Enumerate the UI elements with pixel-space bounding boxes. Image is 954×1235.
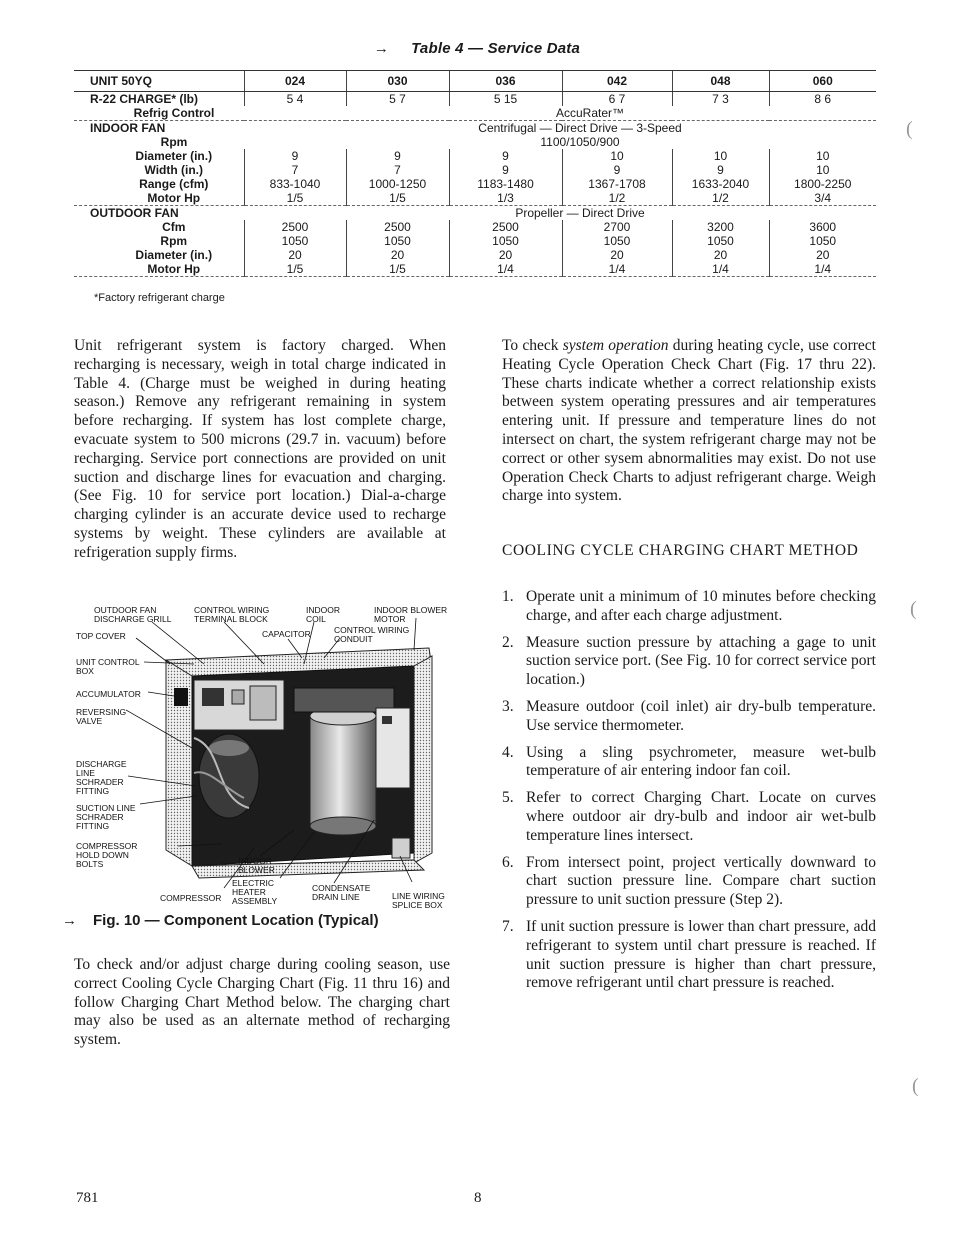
table-cell: 1050 [562,234,672,248]
table-cell: 833-1040 [244,177,346,191]
list-item [502,854,876,910]
row-label: Cfm [162,220,186,234]
figure-caption-text: Fig. 10 — Component Location (Typical) [93,912,379,929]
row-label: Diameter (in.) [135,248,213,262]
para-emphasis: system operation [562,337,669,354]
row-label: Diameter (in.) [135,149,213,163]
table-row [74,135,876,149]
callout-control-wiring-terminal: CONTROL WIRING TERMINAL BLOCK [194,605,270,624]
page-number: 8 [474,1190,482,1206]
table-cell: 9 [449,149,562,163]
row-label: Rpm [160,234,188,248]
table-cell: 20 [244,248,346,262]
table-cell: 7 [244,163,346,177]
table-cell: 2500 [449,220,562,234]
step-text: Refer to correct Charging Chart. Locate on curves where outdoor air dry-bulb and indoor air wet-bulb temperature lines intersect. [526,789,876,844]
table-cell: 10 [769,149,876,163]
model-header: 060 [769,71,876,92]
table-row [74,163,876,177]
document-id: 781 [76,1190,99,1206]
table-row [74,121,876,136]
list-item [502,588,876,626]
table-cell: 10 [562,149,672,163]
table-cell: 10 [769,163,876,177]
row-label: Motor Hp [74,262,244,277]
step-number: 4. [502,743,514,761]
table-cell: 1367-1708 [562,177,672,191]
model-header: 030 [346,71,449,92]
service-data-table [74,70,876,277]
table-cell: 3200 [672,220,769,234]
callout-accumulator: ACCUMULATOR [76,689,141,699]
margin-mark: ( [912,1075,919,1097]
table-cell: 9 [672,163,769,177]
step-number: 7. [502,917,514,935]
table-cell: 20 [346,248,449,262]
cooling-charge-paragraph: To check and/or adjust charge during cooling season, use correct Cooling Cycle Charging Chart (Fig. 11 thru 16) and follow Charging Chart Method below. The charging chart may also be used as an alternate method of recharging system. [74,956,450,1049]
table-cell: 1/4 [672,262,769,277]
table-cell: 7 [346,163,449,177]
list-item [502,918,876,993]
table-cell: 1800-2250 [769,177,876,191]
section-label: INDOOR FAN [74,121,244,136]
table-cell: 1633-2040 [672,177,769,191]
model-header: 024 [244,71,346,92]
model-header: 036 [449,71,562,92]
figure-caption [62,912,379,929]
table-cell: 5 4 [244,92,346,107]
table-cell: 9 [346,149,449,163]
row-label: R-22 CHARGE* (lb) [90,92,199,106]
callout-outdoor-fan: OUTDOOR FAN DISCHARGE GRILL [94,605,172,624]
row-label: Range (cfm) [139,177,209,191]
table-row [74,220,876,234]
table-cell: 1/3 [449,191,562,206]
table-row [74,149,876,163]
step-number: 2. [502,633,514,651]
table-cell: 1050 [346,234,449,248]
table-cell: 5 15 [449,92,562,107]
heating-check-paragraph [502,337,876,506]
row-label: Width (in.) [144,163,204,177]
step-number: 5. [502,789,514,807]
callout-suction-line: SUCTION LINE SCHRADER FITTING [76,803,136,831]
callout-indoor-blower: INDOOR BLOWER [238,856,275,875]
table-cell: 20 [562,248,672,262]
table-cell: 1100/1050/900 [540,135,620,149]
recharge-paragraph: Unit refrigerant system is factory charged. When recharging is necessary, weigh in total charge indicated in Table 4. (Charge must be weighed in during heating season.) Remove any refrigerant remaining in system before recharging. If system has lost complete charge, evacuate system to 500 microns (29.7 in. vacuum) before recharging. Service port connections are provided on unit suction and discharge lines for evacuation and charging. (See Fig. 10 for service port location.) Dial-a-charge charging cylinder is an accurate device used to recharge systems by weight. These cylinders are available at refrigeration supply firms. [74,337,446,561]
table-cell: 1000-1250 [346,177,449,191]
table-row [74,177,876,191]
table-cell: 20 [769,248,876,262]
callout-electric-heater: ELECTRIC HEATER ASSEMBLY [232,878,278,906]
table-cell: 1050 [244,234,346,248]
table-row [74,191,876,206]
table-cell: 3600 [769,220,876,234]
list-item [502,744,876,782]
figure-arrow-icon: → [62,912,77,929]
model-header: 042 [562,71,672,92]
table-cell: 2700 [562,220,672,234]
table-row [74,106,876,121]
callout-condensate-drain: CONDENSATE DRAIN LINE [312,883,371,902]
table-cell: 10 [672,149,769,163]
table-cell: AccuRater™ [555,106,625,120]
list-item [502,698,876,736]
table-row [74,262,876,277]
component-location-figure [74,598,454,910]
table-header-row [74,71,876,92]
table-cell: 1050 [672,234,769,248]
list-item [502,789,876,845]
table-title [0,40,954,57]
row-label: Rpm [160,135,188,149]
row-label: Motor Hp [147,191,201,205]
table-cell: 9 [562,163,672,177]
callout-control-wiring-conduit: CONTROL WIRING CONDUIT [334,625,410,644]
para-text: To check [502,337,563,354]
table-cell: 9 [449,163,562,177]
row-label: Refrig Control [133,106,215,120]
step-number: 1. [502,588,514,605]
step-text: Using a sling psychrometer, measure wet-bulb temperature of air entering indoor fan coil. [526,743,876,780]
table-row [74,234,876,248]
margin-mark: ( [910,598,917,620]
table-footnote: *Factory refrigerant charge [94,292,225,304]
table-cell: 2500 [346,220,449,234]
section-heading: COOLING CYCLE CHARGING CHART METHOD [502,542,859,559]
section-label: OUTDOOR FAN [74,206,244,221]
table-cell: 1/2 [672,191,769,206]
step-text: Operate unit a minimum of 10 minutes before checking charge, and after each charge adjustment. [526,588,876,624]
table-cell: 1/2 [562,191,672,206]
step-number: 3. [502,697,514,715]
model-header: 048 [672,71,769,92]
margin-mark: ( [906,118,913,140]
callout-compressor: COMPRESSOR [160,893,222,903]
callout-indoor-blower-motor: INDOOR BLOWER MOTOR [374,605,448,624]
table-cell: 3/4 [769,191,876,206]
table-cell: 1/4 [449,262,562,277]
table-cell: 1/4 [562,262,672,277]
table-cell: 5 7 [346,92,449,107]
table-cell: 1/4 [769,262,876,277]
para-text: during heating cycle, use correct Heating Cycle Operation Check Chart (Fig. 17 thru 22). These charts indicate whether a correct relationship exists between system operating pressures and air temperatures entering unit. If pressure and temperature lines do not intersect on chart, the system refrigerant charge may not be correct or other sysem abnormalities may exist. Do not use Operation Check Charts to adjust refrigerant charge. Weigh charge into system. [502,337,876,505]
callout-top-cover: TOP COVER [76,631,126,641]
procedure-steps [502,588,876,1001]
table-cell: 1183-1480 [449,177,562,191]
step-text: Measure outdoor (coil inlet) air dry-bulb temperature. Use service thermometer. [526,697,876,734]
callout-line-wiring: LINE WIRING SPLICE BOX [392,891,445,910]
callout-reversing-valve: REVERSING VALVE [76,707,127,726]
table-cell: 8 6 [769,92,876,107]
callout-capacitor: CAPACITOR [262,629,311,639]
list-item [502,634,876,690]
callout-indoor-coil: INDOOR COIL [306,605,340,624]
table-cell: 1/5 [244,191,346,206]
callout-discharge-line: DISCHARGE LINE SCHRADER FITTING [76,759,127,796]
step-text: From intersect point, project vertically downward to chart suction pressure line. Compare chart suction pressure to unit suction pressure (Step 2). [526,853,876,909]
table-cell: 20 [672,248,769,262]
table-cell: 1050 [449,234,562,248]
table-cell: 6 7 [562,92,672,107]
table-arrow-icon: → [373,40,390,57]
table-row [74,206,876,221]
table-cell: 7 3 [672,92,769,107]
callout-unit-control-box: UNIT CONTROL BOX [76,657,140,676]
table-cell: 1/5 [346,191,449,206]
table-cell: 1050 [769,234,876,248]
table-row [74,92,876,107]
step-number: 6. [502,853,514,871]
table-cell: 1/5 [244,262,346,277]
table-cell: 1/5 [346,262,449,277]
table-row [74,248,876,262]
table-cell: Centrifugal — Direct Drive — 3-Speed [244,121,876,136]
table-cell: 20 [449,248,562,262]
step-text: Measure suction pressure by attaching a gage to unit suction service port. (See Fig. 10 for correct service port location.) [526,633,876,689]
step-text: If unit suction pressure is lower than chart pressure, add refrigerant to system until chart pressure is reached. If unit suction pressure is higher than chart pressure, remove refrigerant until chart pressure is reached. [526,917,876,992]
callout-compressor-bolts: COMPRESSOR HOLD DOWN BOLTS [76,841,138,869]
table-cell: 9 [244,149,346,163]
unit-header: UNIT 50YQ [74,71,244,92]
table-cell: 2500 [244,220,346,234]
table-title-text: Table 4 — Service Data [411,40,581,57]
table-cell: Propeller — Direct Drive [244,206,876,221]
